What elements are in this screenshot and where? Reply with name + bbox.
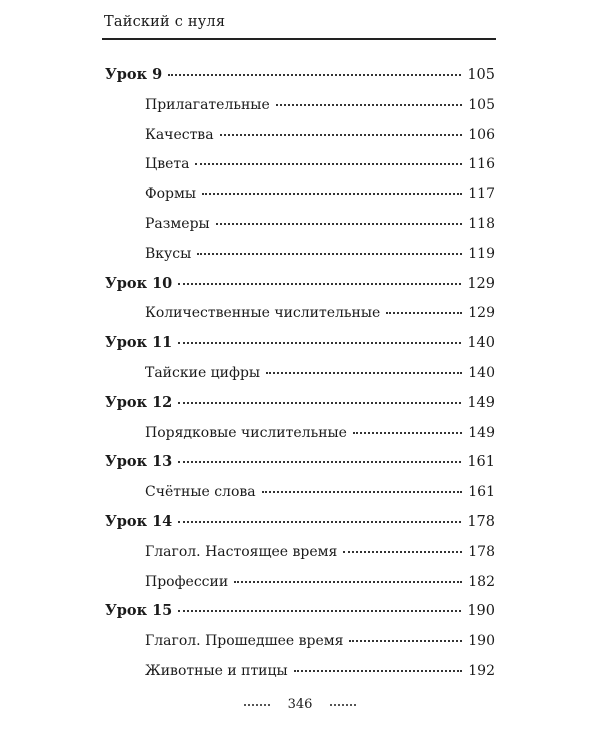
dot-leader [178, 460, 461, 463]
toc-entry-title: Глагол. Настоящее время [145, 544, 338, 560]
toc-entry-title: Вкусы [145, 246, 192, 262]
dot-leader [216, 222, 463, 225]
toc-entry-title: Урок 13 [105, 453, 173, 470]
toc-entry-page: 106 [468, 127, 495, 143]
toc-topic-entry [145, 184, 495, 204]
dot-leader [262, 490, 463, 493]
toc-entry-title: Размеры [145, 216, 210, 232]
toc-topic-entry [145, 363, 495, 383]
dot-leader [195, 162, 462, 165]
dot-leader [266, 371, 462, 374]
toc-topic-entry [145, 423, 495, 443]
toc-lesson-entry [105, 393, 495, 413]
toc-entry-title: Качества [145, 127, 214, 143]
toc-lesson-entry [105, 452, 495, 472]
footer-ornament-left [244, 704, 270, 706]
toc-topic-entry [145, 631, 495, 651]
toc-entry-page: 116 [468, 156, 495, 172]
dot-leader [386, 311, 462, 314]
toc-entry-title: Цвета [145, 156, 190, 172]
dot-leader [276, 103, 463, 106]
toc-topic-entry [145, 303, 495, 323]
dot-leader [168, 73, 461, 76]
toc-entry-page: 129 [468, 305, 495, 321]
dot-leader [202, 192, 462, 195]
dot-leader [197, 252, 462, 255]
toc-entry-page: 129 [467, 276, 495, 292]
toc-entry-title: Порядковые числительные [145, 425, 347, 441]
toc-entry-page: 190 [467, 603, 495, 619]
toc-entry-title: Глагол. Прошедшее время [145, 633, 344, 649]
toc-entry-title: Тайские цифры [145, 365, 261, 381]
page-footer [0, 692, 600, 716]
toc-entry-title: Счётные слова [145, 484, 256, 500]
toc-topic-entry [145, 214, 495, 234]
toc-entry-page: 117 [468, 186, 495, 202]
dot-leader [178, 341, 461, 344]
dot-leader [349, 639, 462, 642]
toc-entry-page: 161 [467, 454, 495, 470]
dot-leader [353, 431, 462, 434]
toc-entry-page: 178 [468, 544, 495, 560]
toc-topic-entry [145, 125, 495, 145]
dot-leader [178, 520, 461, 523]
toc-entry-page: 182 [468, 574, 495, 590]
toc-entry-page: 105 [467, 67, 495, 83]
toc-entry-title: Урок 9 [105, 66, 163, 83]
toc-lesson-entry [105, 601, 495, 621]
toc-entry-title: Урок 14 [105, 513, 173, 530]
toc-lesson-entry [105, 333, 495, 353]
toc-lesson-entry [105, 65, 495, 85]
toc-entry-title: Урок 11 [105, 334, 173, 351]
toc-entry-page: 140 [468, 365, 495, 381]
toc-lesson-entry [105, 512, 495, 532]
toc-entry-title: Животные и птицы [145, 663, 288, 679]
toc-entry-page: 149 [468, 425, 495, 441]
toc-entry-title: Количественные числительные [145, 305, 381, 321]
toc-entry-page: 149 [467, 395, 495, 411]
toc-topic-entry [145, 154, 495, 174]
toc-entry-page: 105 [468, 97, 495, 113]
toc-entry-page: 178 [467, 514, 495, 530]
toc-entry-page: 118 [468, 216, 495, 232]
toc-entry-title: Профессии [145, 574, 229, 590]
toc-entry-title: Урок 10 [105, 275, 173, 292]
toc-entry-title: Формы [145, 186, 197, 202]
dot-leader [234, 580, 462, 583]
toc-entry-title: Прилагательные [145, 97, 270, 113]
toc-entry-page: 140 [467, 335, 495, 351]
dot-leader [178, 401, 461, 404]
toc-entry-page: 119 [468, 246, 495, 262]
toc-topic-entry [145, 244, 495, 264]
running-header: Тайский с нуля [104, 14, 226, 30]
toc-entry-title: Урок 15 [105, 602, 173, 619]
dot-leader [220, 133, 463, 136]
dot-leader [294, 669, 463, 672]
toc-topic-entry [145, 572, 495, 592]
toc-entry-page: 192 [468, 663, 495, 679]
toc-topic-entry [145, 542, 495, 562]
toc-topic-entry [145, 482, 495, 502]
toc-topic-entry [145, 661, 495, 681]
dot-leader [343, 550, 462, 553]
page-number: 346 [287, 696, 313, 712]
dot-leader [178, 609, 461, 612]
footer-ornament-right [330, 704, 356, 706]
dot-leader [178, 282, 461, 285]
toc-entry-page: 161 [468, 484, 495, 500]
toc-topic-entry [145, 95, 495, 115]
toc-entry-page: 190 [468, 633, 495, 649]
toc-entry-title: Урок 12 [105, 394, 173, 411]
toc-lesson-entry [105, 274, 495, 294]
